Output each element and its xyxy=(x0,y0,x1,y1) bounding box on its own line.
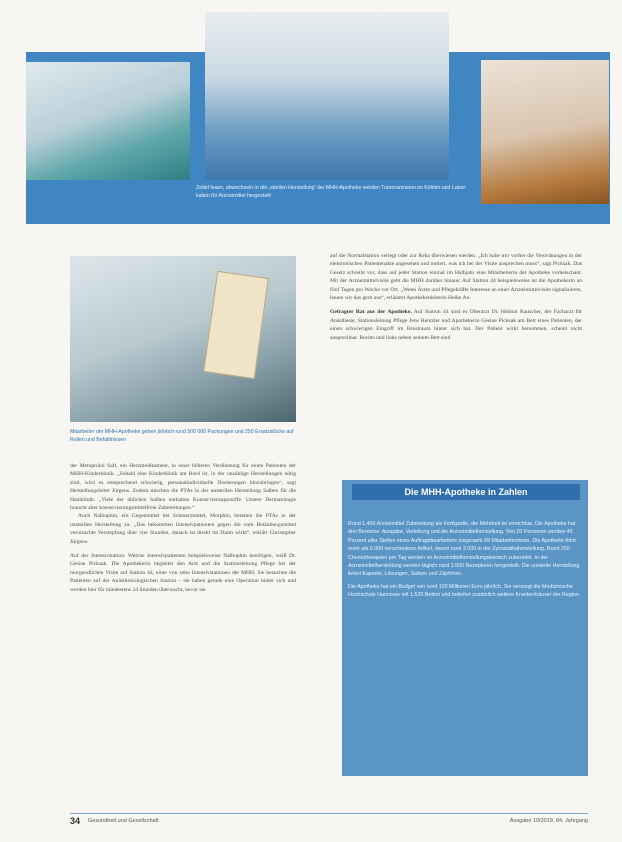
pharmacy-sign-image xyxy=(203,271,269,379)
footer-rubric: Gesundheit und Gesellschaft xyxy=(88,818,159,824)
article-paragraph: Auch Nalbuphin, ein Gegenmittel bei Schmerzmittel, Morphin, bereiten die PTAs in der unsterilen Herstellung zu. „Das bekommen Intensivpatienten gegen die vom Betäubungsmittel verursachte Verstopfung über vier Stunden, danach ist direkt im Darm wirkt“, erklärt Christopher Jürgens. xyxy=(70,513,296,545)
section-lead-label: Gefragter Rat aus der Apotheke. xyxy=(330,309,412,316)
photo-strip-caption: Zettel lesen, abwechseln in der ‚sterilen Herstellung' der MHH-Apotheke werden Tumorarzneien im Kühlen und Labor-kalten für Arzneimittel hergestellt xyxy=(196,185,467,199)
info-box-paragraph: Rund 1.400 Arzneimittel Zubereitung als Fertigzelle, die Mehrheit ist erreichbar. Die Apotheke hat drei Bereiche: Ausgabe, Verteilung und die Arzneimittelherstellung. Von 20 Personen werden 45 Prozent aller Stellen eines Auftragsbearbeiters insgesamt 99 Mitarbeiterinnen. Die Apotheke führt mehr als 6.000 verschiedene Artikel, davon rund 3.000 in der Zytostatikaherstellung. Rund 250 Chemotherapien pro Tag werden im Arzneimittelherstellungsbereich zubereitet. In der Arzneimittelherstellung werden täglich rund 1.500 Rezepturen hergestellt. Die unsterile Herstellung liefert Kapseln, Lösungen, Salben und Zäpfchen. xyxy=(348,521,580,578)
info-box-body xyxy=(348,520,584,600)
photo-pharmacy-staff xyxy=(70,256,296,422)
article-column-left xyxy=(70,462,296,594)
info-box-title: Die MHH-Apotheke in Zahlen xyxy=(352,484,580,500)
article-paragraph xyxy=(330,308,582,342)
footer-rule xyxy=(70,813,588,814)
info-box-paragraph: Die Apotheke hat ein Budget von rund 100 Millionen Euro jährlich. Sie versorgt die Medizinische Hochschule Hannover mit 1.520 Betten und beliefert zusätzlich weitere Krankenhäuser der Region. xyxy=(348,583,581,599)
footer-issue: Ausgabe 10/2019, 84. Jahrgang xyxy=(509,818,588,824)
article-column-right xyxy=(330,252,582,342)
section-lead-text: Auf Station 44 sind es Oberarzt Dr. Helmut Rauscher, der Facharzt für Anästhesie, Stationsleitung Pflege Jens Hentzler und Apothekerin Gesine Picksak am Bett eines Patienten, der einen schwierigen Eingriff im Brustraum hinter sich hat. Der Patient wirkt benommen, scheint nicht ansprechbar. Rechts und links neben seinem Bett sind xyxy=(330,309,582,341)
page-footer xyxy=(70,816,588,826)
page-number: 34 xyxy=(70,816,81,826)
article-paragraph: Auf der Intensivstation. Welche Intensivpatienten beispielsweise Nalbuphin benötigen, weiß Dr. Gesine Picksak. Die Apothekerin begleitet den Arzt und die Stationsleitung Pflege bei der morgendlichen Visite auf Station 44, einer von zehn Intensivstationen der MHH. Sie besuchen die Patienten auf der Anästhesiologischen Station – sie haben gerade eine Operation hinter sich und werden hier für mindestens 24 Stunden überwacht, bevor sie xyxy=(70,553,296,593)
photo-sterile-production-worker xyxy=(205,12,449,180)
photo-side-caption: Mitarbeiter der MHH-Apotheke geben jährlich rund 500 000 Packungen und 250 Ersatzstücke auf Rollen und Behältnissen xyxy=(70,429,294,443)
article-paragraph: auf die Normalstation verlegt oder zur Reha überwiesen werden. „Ich habe mir vorher die Verordnungen in der elektronischen Patientenakte angesehen und notiert, was ich bei der Visite ansprechen muss“, sagt Picksak. Das Gesetz schreibt vor, dass auf jeder Station einmal im Halbjahr eine Mitarbeiterin der Apotheke vorbeischaut. Mit der Arzneimittelvisite geht die MHH darüber hinaus: Auf Station 44 beispielsweise ist die Apothekerin an fünf Tagen pro Woche vor Ort. „Wenn Ärzte und Pflegekräfte Interesse an einer Arzneimittelvisite signalisieren, bauen wir das gern aus“, erläutert Apothekenleiterin Heike Au. xyxy=(330,253,582,302)
article-paragraph: der Metoprolol Saft, ein Herzmedikament, in einer höheren Verdünnung für einen Patienten der MHH-Kinderklinik. „Sobald eine Kinderklinik am Bord ist, in der unzählige Herstellungen nötig sind, wird es entsprechend schwierig, personalindividuelle Dosierungen hinzubringen“, sagt Herstellungsleiter Jürgens. Zudem mischen die PTAs in der unsterilen Herstellung Salben für die Hautklinik. „Viele der üblichen Salben enthalten Konservierungsstoffe. Unsere Dermatologie braucht aber konservierungsmittelfreie Zubereitungen.“ xyxy=(70,463,296,512)
photo-medicine-bottle xyxy=(481,60,609,204)
photo-pharmacy-workbench xyxy=(26,62,190,180)
